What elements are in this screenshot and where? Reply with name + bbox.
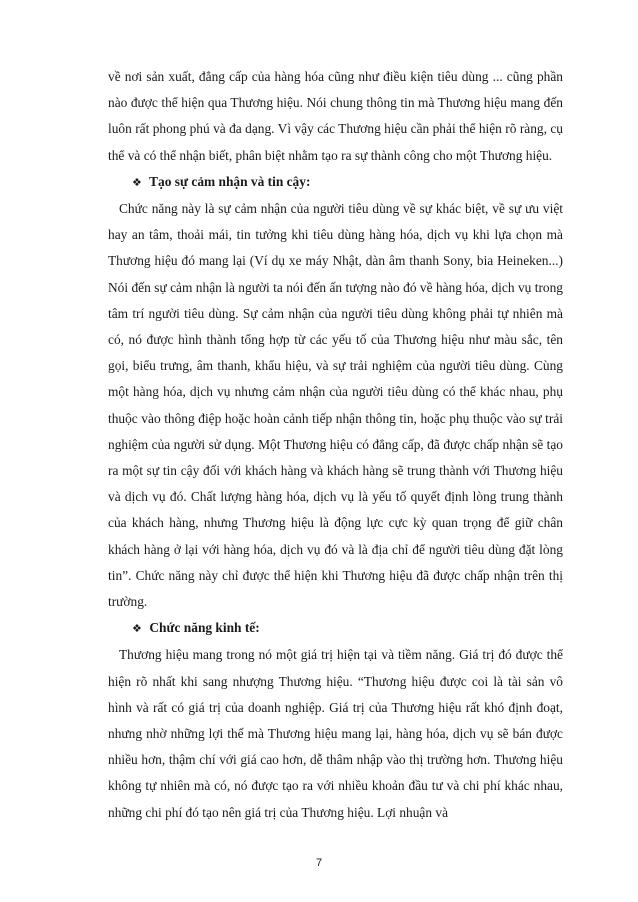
paragraph-economic-function: Thương hiệu mang trong nó một giá trị hiện tại và tiềm năng. Giá trị đó được thể hiện rõ nhất khi sang nhượng Thương hiệu. “Thương hiệu được coi là tài sản vô hình và rất có giá trị của doanh nghiệp. Giá trị của Thương hiệu rất khó định đoạt, nhưng nhờ những lợi thế mà Thương hiệu mang lại, hàng hóa, dịch vụ sẽ bán được nhiều hơn, thậm chí với giá cao hơn, dễ thâm nhập vào thị trường hơn. Thương hiệu không tự nhiên mà có, nó được tạo ra với nhiều khoản đầu tư và chi phí khác nhau, những chi phí đó tạo nên giá trị của Thương hiệu. Lợi nhuận và <box>108 647 563 820</box>
heading-text: Chức năng kinh tế: <box>149 620 260 636</box>
heading-text: Tạo sự cảm nhận và tin cậy: <box>149 173 311 189</box>
diamond-bullet-icon: ❖ <box>132 622 142 636</box>
paragraph-perception-trust: Chức năng này là sự cảm nhận của người tiêu dùng về sự khác biệt, về sự ưu việt hay an tâm, thoải mái, tin tưởng khi tiêu dùng hàng hóa, dịch vụ khi lựa chọn mà Thương hiệu đó mang lại (Ví dụ xe máy Nhật, dàn âm thanh Sony, bia Heineken...) Nói đến sự cảm nhận là người ta nói đến ấn tượng nào đó về hàng hóa, dịch vụ trong tâm trí người tiêu dùng. Sự cảm nhận của người tiêu dùng không phải tự nhiên mà có, nó được hình thành tổng hợp từ các yếu tố của Thương hiệu như màu sắc, tên gọi, biểu trưng, âm thanh, khẩu hiệu, và sự trải nghiệm của người tiêu dùng. Cùng một hàng hóa, dịch vụ nhưng cảm nhận của người tiêu dùng có thể khác nhau, phụ thuộc vào thông điệp hoặc hoàn cảnh tiếp nhận thông tin, hoặc phụ thuộc vào sự trải nghiệm của người sử dụng. Một Thương hiệu có đẳng cấp, đã được chấp nhận sẽ tạo ra một sự tin cậy đối với khách hàng và khách hàng sẽ trung thành với Thương hiệu và dịch vụ đó. Chất lượng hàng hóa, dịch vụ là yếu tố quyết định lòng trung thành của khách hàng, nhưng Thương hiệu là động lực cực kỳ quan trọng để giữ chân khách hàng ở lại với hàng hóa, dịch vụ đó và là địa chỉ để người tiêu dùng đặt lòng tin”. Chức năng này chỉ được thể hiện khi Thương hiệu đã được chấp nhận trên thị trường. <box>108 201 563 610</box>
paragraph-brand-information: về nơi sản xuất, đẳng cấp của hàng hóa cũng như điều kiện tiêu dùng ... cũng phần nào được thể hiện qua Thương hiệu. Nói chung thông tin mà Thương hiệu mang đến luôn rất phong phú và đa dạng. Vì vậy các Thương hiệu cần phải thể hiện rõ ràng, cụ thể và có thể nhận biết, phân biệt nhằm tạo ra sự thành công cho một Thương hiệu. <box>108 69 563 163</box>
heading-perception-trust <box>108 169 563 196</box>
heading-economic-function <box>108 615 563 642</box>
page-content <box>108 64 563 826</box>
page-number: 7 <box>315 857 323 869</box>
diamond-bullet-icon: ❖ <box>132 175 142 189</box>
